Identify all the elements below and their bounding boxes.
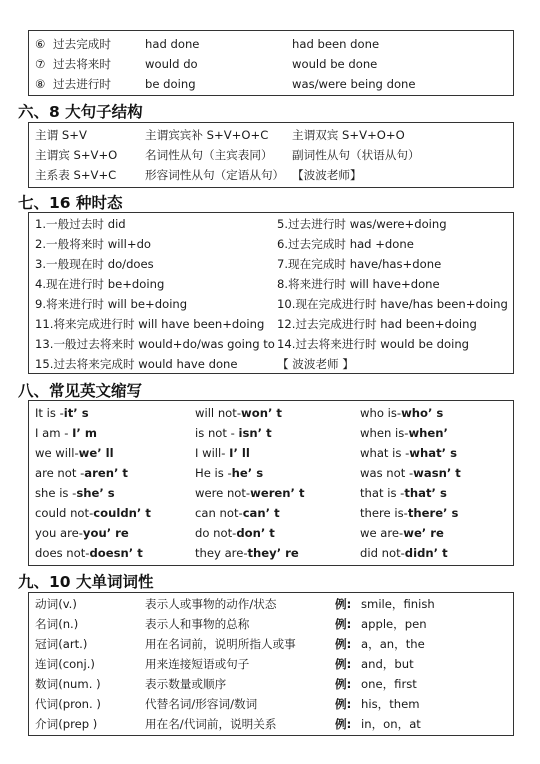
pos-description: 用在名词前，说明所指人或事 bbox=[145, 637, 296, 651]
contraction-row bbox=[29, 523, 513, 543]
contraction-row bbox=[29, 403, 513, 423]
pos-example: a，an，the bbox=[361, 637, 425, 651]
pos-description: 表示数量或顺序 bbox=[145, 677, 227, 691]
pos-example: one，first bbox=[361, 677, 417, 691]
tense-item: 9.将来进行时 will be+doing bbox=[35, 297, 188, 311]
sixteen-tenses-box bbox=[28, 212, 514, 374]
contractions-box bbox=[28, 400, 514, 566]
pos-description: 用在名/代词前，说明关系 bbox=[145, 717, 277, 731]
contraction-item: does not-doesn’ t bbox=[35, 546, 143, 560]
tense-form-row bbox=[29, 54, 513, 74]
tense-item: 11.将来完成进行时 will have been+doing bbox=[35, 317, 265, 331]
sentence-structures-box bbox=[28, 122, 514, 188]
section-heading-sixteen-tenses: 七、16 种时态 bbox=[18, 194, 123, 212]
pos-description: 表示人和事物的总称 bbox=[145, 617, 250, 631]
circle-number: ⑥ bbox=[35, 37, 46, 51]
pos-row bbox=[29, 674, 513, 694]
contraction-item: were not-weren’ t bbox=[195, 486, 305, 500]
structure-item: 主系表 S+V+C bbox=[35, 168, 117, 182]
contraction-item: could not-couldn’ t bbox=[35, 506, 151, 520]
pos-description: 代替名词/形容词/数词 bbox=[145, 697, 258, 711]
structure-item: 主谓双宾 S+V+O+O bbox=[292, 128, 405, 142]
simple-form: would do bbox=[145, 57, 198, 71]
example-label: 例: bbox=[335, 617, 352, 631]
tense-item: 13.一般过去将来时 would+do/was going to bbox=[35, 337, 275, 351]
contraction-item: we will-we’ ll bbox=[35, 446, 114, 460]
structure-item: 形容词性从句（定语从句） bbox=[145, 168, 285, 182]
tense-item: 1.一般过去时 did bbox=[35, 217, 126, 231]
pos-name: 名词(n.) bbox=[35, 617, 79, 631]
tense-row bbox=[29, 274, 513, 294]
teacher-tag: 【 波波老师 】 bbox=[277, 357, 354, 371]
pos-name: 冠词(art.) bbox=[35, 637, 88, 651]
contraction-item: she is -she’ s bbox=[35, 486, 115, 500]
tense-name: 过去进行时 bbox=[53, 77, 111, 91]
continuous-form: was/were being done bbox=[292, 77, 416, 91]
pos-description: 用来连接短语或句子 bbox=[145, 657, 250, 671]
tense-item: 8.将来进行时 will have+done bbox=[277, 277, 440, 291]
continuous-form: would be done bbox=[292, 57, 378, 71]
simple-form: had done bbox=[145, 37, 200, 51]
tense-row bbox=[29, 214, 513, 234]
pos-row bbox=[29, 614, 513, 634]
pos-description: 表示人或事物的动作/状态 bbox=[145, 597, 277, 611]
structure-item: 名词性从句（主宾表同） bbox=[145, 148, 273, 162]
pos-name: 代词(pron. ) bbox=[35, 697, 101, 711]
example-label: 例: bbox=[335, 637, 352, 651]
contraction-row bbox=[29, 503, 513, 523]
contraction-item: we are-we’ re bbox=[360, 526, 444, 540]
tense-item: 2.一般将来时 will+do bbox=[35, 237, 152, 251]
parts-of-speech-box bbox=[28, 592, 514, 736]
example-label: 例: bbox=[335, 677, 352, 691]
structure-row bbox=[29, 125, 513, 145]
structure-row bbox=[29, 165, 513, 185]
contraction-item: I am - I’ m bbox=[35, 426, 97, 440]
contraction-item: was not -wasn’ t bbox=[360, 466, 461, 480]
circle-number: ⑧ bbox=[35, 77, 46, 91]
contraction-item: do not-don’ t bbox=[195, 526, 275, 540]
pos-row bbox=[29, 634, 513, 654]
section-heading-parts-of-speech: 九、10 大单词词性 bbox=[18, 573, 154, 591]
tense-item: 5.过去进行时 was/were+doing bbox=[277, 217, 447, 231]
example-label: 例: bbox=[335, 597, 352, 611]
structure-item: 副词性从句（状语从句） bbox=[292, 148, 420, 162]
tense-item: 4.现在进行时 be+doing bbox=[35, 277, 165, 291]
pos-example: smile，finish bbox=[361, 597, 435, 611]
continuous-form: had been done bbox=[292, 37, 380, 51]
contraction-item: they are-they’ re bbox=[195, 546, 299, 560]
contraction-item: who is-who’ s bbox=[360, 406, 444, 420]
pos-name: 动词(v.) bbox=[35, 597, 77, 611]
tense-row bbox=[29, 354, 513, 374]
contraction-row bbox=[29, 543, 513, 563]
circle-number: ⑦ bbox=[35, 57, 46, 71]
tense-item: 12.过去完成进行时 had been+doing bbox=[277, 317, 477, 331]
pos-name: 数词(num. ) bbox=[35, 677, 101, 691]
pos-row bbox=[29, 714, 513, 734]
structure-item: 主谓宾宾补 S+V+O+C bbox=[145, 128, 269, 142]
teacher-tag: 【波波老师】 bbox=[292, 168, 362, 182]
contraction-item: you are-you’ re bbox=[35, 526, 129, 540]
contraction-item: did not-didn’ t bbox=[360, 546, 448, 560]
structure-item: 主谓宾 S+V+O bbox=[35, 148, 118, 162]
pos-row bbox=[29, 654, 513, 674]
contraction-item: will not-won’ t bbox=[195, 406, 282, 420]
tense-item: 10.现在完成进行时 have/has been+doing bbox=[277, 297, 508, 311]
contraction-item: is not - isn’ t bbox=[195, 426, 272, 440]
tense-row bbox=[29, 314, 513, 334]
contraction-item: when is-when’ bbox=[360, 426, 448, 440]
tense-form-row bbox=[29, 34, 513, 54]
example-label: 例: bbox=[335, 697, 352, 711]
structure-row bbox=[29, 145, 513, 165]
tense-name: 过去将来时 bbox=[53, 57, 111, 71]
tense-row bbox=[29, 234, 513, 254]
simple-form: be doing bbox=[145, 77, 196, 91]
example-label: 例: bbox=[335, 717, 352, 731]
contraction-item: there is-there’ s bbox=[360, 506, 459, 520]
tense-row bbox=[29, 254, 513, 274]
tense-item: 7.现在完成时 have/has+done bbox=[277, 257, 442, 271]
pos-example: in，on，at bbox=[361, 717, 421, 731]
pos-example: his，them bbox=[361, 697, 420, 711]
contraction-row bbox=[29, 423, 513, 443]
contraction-item: what is -what’ s bbox=[360, 446, 457, 460]
pos-example: apple，pen bbox=[361, 617, 427, 631]
contraction-item: He is -he’ s bbox=[195, 466, 264, 480]
contraction-item: I will- I’ ll bbox=[195, 446, 250, 460]
pos-name: 连词(conj.) bbox=[35, 657, 95, 671]
contraction-item: can not-can’ t bbox=[195, 506, 280, 520]
pos-row bbox=[29, 694, 513, 714]
tense-row bbox=[29, 334, 513, 354]
example-label: 例: bbox=[335, 657, 352, 671]
contraction-row bbox=[29, 483, 513, 503]
contraction-item: It is -it’ s bbox=[35, 406, 89, 420]
section-heading-contractions: 八、常见英文缩写 bbox=[18, 382, 143, 400]
tense-item: 15.过去将来完成时 would have done bbox=[35, 357, 238, 371]
section-heading-sentence-structures: 六、8 大句子结构 bbox=[18, 103, 143, 121]
tense-item: 14.过去将来进行时 would be doing bbox=[277, 337, 470, 351]
contraction-row bbox=[29, 463, 513, 483]
pos-example: and，but bbox=[361, 657, 414, 671]
tense-item: 6.过去完成时 had +done bbox=[277, 237, 414, 251]
tense-name: 过去完成时 bbox=[53, 37, 111, 51]
tense-forms-box bbox=[28, 30, 514, 96]
pos-row bbox=[29, 594, 513, 614]
tense-item: 3.一般现在时 do/does bbox=[35, 257, 154, 271]
pos-name: 介词(prep ) bbox=[35, 717, 98, 731]
tense-row bbox=[29, 294, 513, 314]
contraction-item: are not -aren’ t bbox=[35, 466, 128, 480]
contraction-item: that is -that’ s bbox=[360, 486, 447, 500]
contraction-row bbox=[29, 443, 513, 463]
structure-item: 主谓 S+V bbox=[35, 128, 87, 142]
tense-form-row bbox=[29, 74, 513, 94]
